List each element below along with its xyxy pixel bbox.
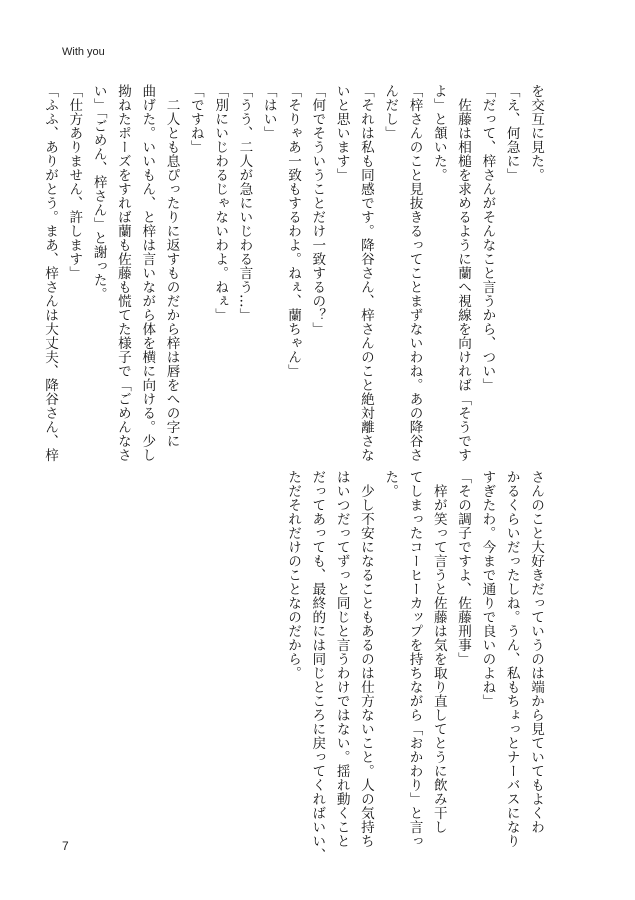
text-line: すぎたわ。今まで通りで良いのよね」 [479, 470, 496, 708]
text-line: 「ですね」 [187, 84, 204, 154]
text-line: ただそれだけのことなのだから。 [285, 470, 302, 680]
text-line: さんのこと大好きだっていうのは端から見ていてもよくわ [528, 470, 544, 834]
text-line: 「その調子ですよ、佐藤刑事」 [455, 470, 472, 666]
text-line: を交互に見た。 [528, 84, 544, 182]
text-line: い」「ごめん、梓さん」と謝った。 [90, 84, 107, 302]
text-line: 「別にいじわるじゃないわよ。ねぇ」 [212, 84, 229, 322]
text-line: 「仕方ありません、許します」 [66, 84, 83, 280]
text-line: いと思います」 [333, 84, 350, 182]
text-line: はいつだってずっと同じと言うわけではない。揺れ動くこと [333, 470, 350, 848]
body-text-lower-block [285, 470, 548, 862]
text-line: 「何でそういうことだけ一致するの？」 [309, 84, 326, 336]
body-text-upper-block [38, 84, 548, 462]
text-line: 「それは私も同感です。降谷さん、梓さんのこと絶対離さな [357, 84, 374, 462]
text-line: んだし」 [382, 84, 399, 140]
text-line: 拗ねたポーズをすれば蘭も佐藤も慌てた様子で「ごめんなさ [114, 84, 131, 462]
text-line: 二人とも息ぴったりに返すものだから梓は唇をへの字に [163, 84, 180, 448]
text-line: 「そりゃあ一致もするわよ。ねぇ、蘭ちゃん」 [285, 84, 302, 378]
text-line: だってあっても、最終的には同じところに戻ってくればいい、 [309, 470, 326, 862]
text-line: 「だって、梓さんがそんなこと言うから、つい」 [479, 84, 496, 392]
text-line: 少し不安になることもあるのは仕方ないこと。人の気持ち [357, 470, 374, 848]
text-line: 曲げた。いいもん、と梓は言いながら体を横に向ける。少し [139, 84, 156, 462]
text-line: 「梓さんのこと見抜きるってことまずないわね。あの降谷さ [406, 84, 423, 462]
text-line: 「え、何急に」 [503, 84, 520, 182]
running-header: With you [62, 46, 105, 58]
text-line: よ」と頷いた。 [430, 84, 447, 182]
text-line: てしまったコーヒーカップを持ちながら「おかわり」と言っ [406, 470, 423, 848]
text-line: 「ふふ、ありがとう。まあ、梓さんは大丈夫、降谷さん、梓 [42, 84, 59, 462]
text-line: 梓が笑って言うと佐藤は気を取り直してとうに飲み干し [430, 470, 447, 834]
text-line: かるくらいだったしね。うん、私もちょっとナーバスになり [503, 470, 520, 848]
text-line: 「うう、二人が急にいじわる言う…」 [236, 84, 253, 322]
text-line: 佐藤は相槌を求めるように蘭へ視線を向ければ「そうです [455, 84, 472, 462]
page-number: 7 [62, 839, 69, 853]
text-line: た。 [382, 470, 399, 498]
text-line: 「はい」 [260, 84, 277, 140]
